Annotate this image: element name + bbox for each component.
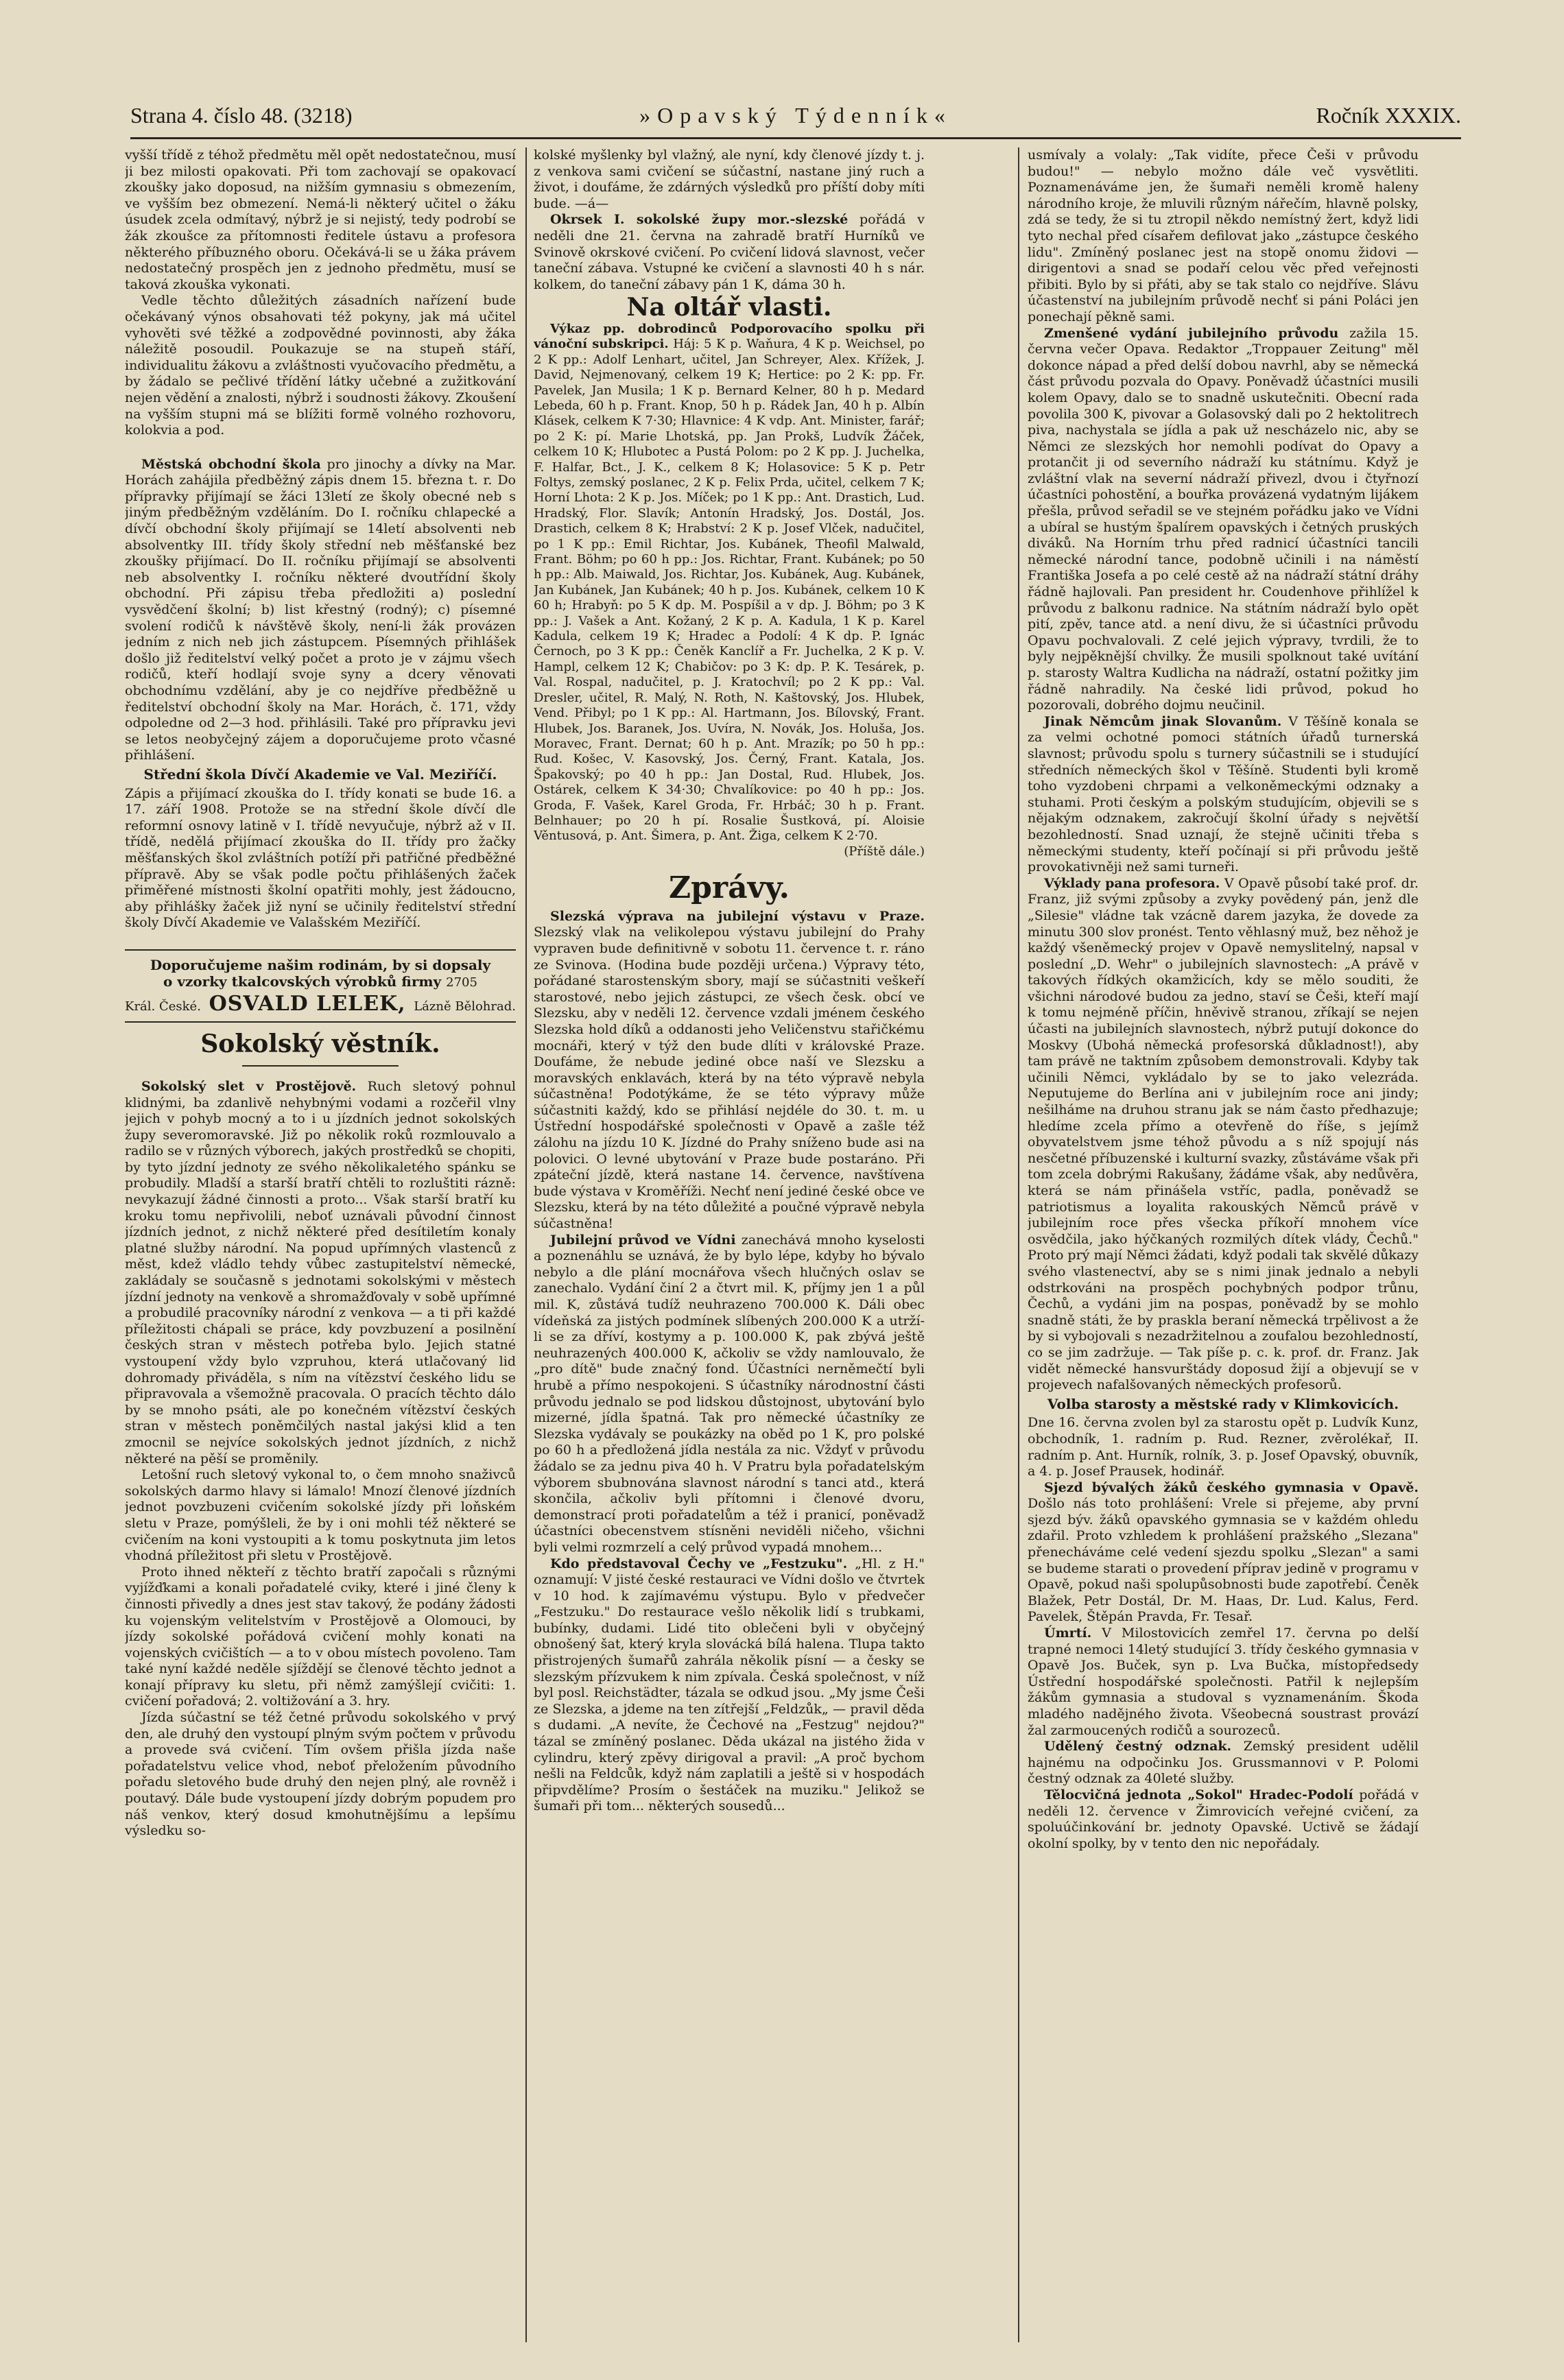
paragraph: vyšší třídě z téhož předmětu měl opět nedostatečnou, musí ji bez milosti opakovati. Při tom zachovají se opakovací zkoušky jako doposud, na nižším gymnasiu s obmezením, ve vyšším bez obmezení. Nemá-li některý učitel o žáku úsudek zcela odmítavý, nýbrž je si nejistý, tedy podrobí se žák zkoušce za přítomnosti ředitele ústavu a profesora některého příbuzného oboru. Očekává-li se u žáka právem nedostatečný prospěch jen z jednoho předmětu, musí se taková zkouška vykonati. xyxy=(125,147,516,292)
continued-note: (Příště dále.) xyxy=(844,844,925,859)
column-divider xyxy=(525,147,527,2342)
advertisement xyxy=(125,949,516,1023)
column-1 xyxy=(125,147,516,2342)
volume-number: Ročník XXXIX. xyxy=(1316,103,1461,128)
section-title: Zprávy. xyxy=(669,870,790,906)
ad-firm: Král. České. OSVALD LELEK, Lázně Bělohrad. xyxy=(125,991,516,1016)
article-okrsek: Okrsek I. sokolské župy mor.-slezské pořádá v neděli dne 21. června na zahradě bratří Hurníků ve Svinově okrskové cvičení. Po cvičení lidová slavnost, večer taneční zábava. Vstupné ke cvičení a slavnosti 40 h s nár. kolkem, do taneční zábavy pán 1 K, dáma 30 h. xyxy=(534,212,925,292)
article-jubilee-procession: Jubilejní průvod ve Vídni zanechává mnoho kyselosti a poznenáhlu se uznává, že by bylo lépe, kdyby ho bývalo nebylo a dle plání mocnářova všech hlučných oslav se zanechalo. Vydání činí 2 a čtvrt mil. K, příjmy jen 1 a půl mil. K, zůstává tudíž neuhrazeno 700.000 K. Dáli obec vídeňská za jistých podmínek slíbených 200.000 K a utrží-li se za dříví, kostymy a p. 100.000 K, pak zbývá ještě neuhrazených 400.000 K, ačkoliv se vždy namlouvalo, že „pro dítě" bude značný fond. Účastníci nerněmečtí byli hrubě a přímo nespokojeni. S účastníky národnostní části průvodu jednalo se pod lidskou důstojnost, ubytování bylo mizerné, jídla špatná. Tak pro německé účastníky ze Slezska vydávaly se poukázky na oběd po 1 K, pro polské po 60 h a předložená jídla nestála za nic. Vždyť v průvodu žádalo se za jednu piva 40 h. V Pratru byla pořadatelským výborem sbubnována slavnost národní s tanci atd., která skončila, ačkoliv byli přítomni i členové dvoru, demonstrací proti pořadatelům a též i pranicí, poněvadž účastníci obecenstvem stísněni neviděli ničeho, všichni byli velmi rozmrzelí a celý průvod vypadá mnohem... xyxy=(534,1232,925,1555)
article-honor-badge: Udělený čestný odznak. Zemský president udělil hajnému na odpočinku Jos. Grussmannovi v P. Polomi čestný odznak za 40leté služby. xyxy=(1028,1739,1419,1787)
column-divider xyxy=(1018,147,1019,2342)
article-sokol-slet: Sokolský slet v Prostějově. Ruch sletový pohnul klidnými, ba zdanlivě nehybnými vodami a rozčeřil vlny jejich v pohyb mocný a to i u jízdních jednot sokolských župy severomoravské. Již po několik roků rozmlouvalo a radilo se v různých výborech, jakých prostředků se chopiti, by tyto jízdní jednoty ze svého několikaletého spánku se probudily. Mladší a starší bratří chtěli to rozluštiti rázně: nevykazují žádné činnosti a proto... Však starší bratří ku kroku tomu nepřivolili, neboť uznávali původní činnost jízdních jednot, z nichž některé před desítiletím konaly platné služby národní. Na popud upřímných vlastenců z měst, kdež vládlo tehdy vůbec zastupitelství německé, zakládaly se současně s jednotami sokolskými v městech jízdní jednoty na venkově a shromažďovaly v sobě upřímné a probudilé pracovníky národní z venkova — a ti při každé příležitosti chápali se práce, kdy povzbuzení a posilnění českých stran v městech potřeba bylo. Jejich statné vystoupení vždy bylo vzpruhou, která utlačovaný lid dohromady přiváděla, s ním na vítězství českého lidu se připravovala a všemožně pracovala. O pracích těchto dálo by se mnoho psáti, ale po konečném vítězství českých stran v městech poněmčilých nastal jakýsi klid a ten zmocnil se nejvíce sokolských jednot jízdních, z nichž některé na pěší se proměnily. xyxy=(125,1078,516,1466)
paragraph: Jízda súčastní se též četné průvodu sokolského v prvý den, ale druhý den vystoupí plným svým počtem v průvodu a provede svá cvičení. Tím ovšem přišla jízda naše pořadatelstvu velice vhod, neboť přeložením původního pořadu sletového bude druhý den nejen plný, ale rovněž i poutavý. Dále bude vystoupení jízdy dobrým popudem pro náš venkov, který dosud kmohutnějšímu a lepšímu výsledku so- xyxy=(125,1710,516,1839)
page-number: Strana 4. číslo 48. (3218) xyxy=(130,103,353,128)
article-festzug: Kdo představoval Čechy ve „Festzuku". „Hl. z H." oznamují: V jisté české restauraci ve Vídni došlo ve čtvrtek v 10 hod. k zajímavému výstupu. Bylo v předvečer „Festzuku." Do restaurace vešlo několik lidí s trubkami, bubínky, dudami. Lidé tito oblečeni byli v obyčejný obnošený šat, který kryla slovácká bílá halena. Tlupa takto přistrojených šumařů zahrála několik písní — a česky se slezským přízvukem k nim zpívala. Česká společnost, v níž byl posl. Reichstädter, tázala se odkud jsou. „My jsme Češi ze Slezska, a jdeme na ten zítřejší „Feldzůk„ — pravil děda s dudami. „A nevíte, že Čechové na „Festzug" nejdou?" tázal se zmíněný poslanec. Děda ukázal na jistého žida v cylindru, který zpěvy dirigoval a pravil: „A proč bychom nešli na Feldcůk, když nám zaplatili a ještě si v hospodách připvdělíme? Prosím o šestáček na muziku." Jelikož se šumaři při tom... některých sousedů... xyxy=(534,1556,925,1814)
ad-firm-name: OSVALD LELEK, xyxy=(209,991,406,1016)
article-heading: Volba starosty a městské rady v Klimkovicích. xyxy=(1047,1395,1399,1412)
page-header xyxy=(130,96,1461,139)
ad-line: o vzorky tkalcovských výrobků firmy 2705 xyxy=(163,973,477,990)
divider xyxy=(242,1065,399,1067)
section-title: Sokolský věstník. xyxy=(200,1030,440,1059)
article-silesian-expedition: Slezská výprava na jubilejní výstavu v Praze. Slezský vlak na velikolepou výstavu jubilejní do Prahy vypraven bude definitivně v sobotu 11. července t. r. ráno ze Svinova. (Hodina bude později určena.) Výpravy této, pořádané starostenským sbory, mají se súčastniti veškeří starostové, nebo jejich zástupci, ze všech česk. obcí ve Slezsku, aby v neděli 12. července vzdali jménem českého Slezska hold díků a oddanosti jeho Veličenstvu stařičkému mocnáři, který v týž den bude dlíti v královské Praze. Doufáme, že nebude jediné obce naší ve Slezsku a moravských enklavách, která by na této výpravě nebyla súčastněna! Podotýkáme, že se této výpravy může súčastniti každý, kdo se přihlásí nejdéle do 30. t. m. u Ústřední hospodářské společnosti v Opavě a zašle též zálohu na jízdu 10 K. Jízdné do Prahy sníženo bude asi na polovici. O levné ubytování v Praze bude postaráno. Při zpáteční jízdě, která nastane 14. července, navštívena bude výstava v Kroměříži. Nechť není jediné české obce ve Slezsku, která by na této důležité a poučné výpravě nebyla súčastněna! xyxy=(534,908,925,1232)
article-heading: Střední škola Dívčí Akademie ve Val. Meziříčí. xyxy=(143,765,497,783)
article-sokol-hradec: Tělocvičná jednota „Sokol" Hradec-Podolí pořádá v neděli 12. července v Žimrovicích veřejné cvičení, za spoluúčinkování br. jednoty Opavské. Uctivě se žádají okolní spolky, by v tento den nic nepořádaly. xyxy=(1028,1787,1419,1851)
article-gymnasium-reunion: Sjezd bývalých žáků českého gymnasia v Opavě. Došlo nás toto prohlášení: Vrele si přejeme, aby první sjezd býv. žáků opavského gymnasia se v každém ohledu zdařil. Proto vzhledem k prohlášení pražského „Slezana" přenecháváme celé vedení sjezdu spolku „Slezan" a sami se budeme starati o provedení příprav jedině v programu v Opavě, pokud naši spolupůsobnosti bude zapotřebí. Čeněk Blažek, Petr Dostál, Dr. M. Haas, Dr. Lud. Kalus, Ferd. Pavelek, Štěpán Pravda, Fr. Tesař. xyxy=(1028,1479,1419,1625)
article-commercial-school: Městská obchodní škola pro jinochy a dívky na Mar. Horách zahájila předběžný zápis dnem 15. března t. r. Do přípravky přijímají se žáci 13letí ze školy obecné neb s jiným předběžným vzděláním. Do I. ročníku chlapecké a dívčí obchodní školy přijímají se 14letí absolventi neb absolventky III. třídy školy střední neb měšťanské bez zkoušky přijímací. Do II. ročníku přijímají se absolventi neb absolventky I. ročníku některé dvoutřídní školy obchodní. Při zápisu třeba předložiti a) poslední vysvědčení školní; b) list křestný (rodný); c) písemné svolení rodičů k návštěvě školy, není-li žák provázen jedním z nich neb jich zástupcem. Písemných přihlášek došlo již ředitelství velký počet a proto je v zájmu všech rodičů, kteří hodlají svoje syny a dcery věnovati obchodnímu vzdělání, aby je co nejdříve předběžně u ředitelství obchodní školy na Mar. Horách, č. 171, vždy odpoledne od 2—3 hod. přihlásili. Také pro přípravku jevi se letos neobyčejný zájem a doporučujeme proto včasné přihlášení. xyxy=(125,456,516,763)
paragraph: Vedle těchto důležitých zásadních nařízení bude očekávaný výnos obsahovati též pokyny, jak má učitel vyhověti své těžké a zodpovědné povinnosti, aby žáka náležitě posoudil. Poukazuje se na stupeň stáří, individualitu žákovu a zvláštnosti vyučovacího předmětu, a by žádalo se pečlivé třídění látky učebné a zužitkování nejen vědění a znalosti, nýbrž i soudnosti žákovy. Zkoušení na vyšším stupni má se blížiti formě volného rozhovoru, kolokvia a pod. xyxy=(125,293,516,438)
paragraph: kolské myšlenky byl vlažný, ale nyní, kdy členové jízdy t. j. z venkova sami cvičení se súčastní, nastane jiný ruch a život, i doufáme, že zdárných výsledků pro příští doby míti bude. —á— xyxy=(534,147,925,211)
article-reduced-procession: Zmenšené vydání jubilejního průvodu zažila 15. června večer Opava. Redaktor „Troppauer Zeitung" měl dokonce nápad a před delší dobou navrhl, aby se německá část průvodu pozvala do Opavy. Poněvadž účastníci musili kolem Opavy, dalo se to snadně uskutečniti. Obecní rada povolila 300 K, pivovar a Golasovský dali po 2 hektolitrech piva, nachystala se jídla a pak už nescházelo nic, aby se Němci ze slezských hor nemohli podívat do Opavy a protančit ji od severního nádraží ku státnímu. Když je zvláštní vlak na severní nádraží přivezl, dvou i čtyřnozí účastníci pohostění, a bouřka provázená vydatným lijákem přešla, průvod seřadil se ve stejném pořádku jako ve Vídni a ubíral se hustým špalírem opavských i četných pruských diváků. Na Horním trhu před radnicí účastníci tancili německé národní tance, podobně učinili i na náměstí Františka Josefa a po celé cestě až na nádraží státní dráhy řádně hajlovali. Pan president hr. Coudenhove přihlížel k průvodu z balkonu radnice. Na státním nádraží bylo opět pití, zpěv, tance atd. a není divu, že si účastníci průvodu Opavu pochvalovali. Z celé jejich výpravy, tvrdili, že to byly nejpěknější chvilky. Že musili spolknout také uvítání p. starosty Waltra Kudlicha na nádraží, ostatní požitky jim řádně nahradily. Na české lidi průvod, pokud ho pozorovali, dobrého dojmu neučinil. xyxy=(1028,325,1419,713)
section-title: Na oltář vlasti. xyxy=(626,293,832,322)
ad-line: Doporučujeme našim rodinám, by si dopsaly xyxy=(150,956,491,973)
article-obituary: Úmrtí. V Milostovicích zemřel 17. června po delší trapné nemoci 14letý studující 3. třídy českého gymnasia v Opavě Jos. Buček, syn p. Lva Bučka, místopředsedy Ústřední hospodářské společnosti. Patřil k nejlepším žákům gymnasia a studoval s vyznamenáním. Škoda mladého nadějného života. Všeobecná soustrast provází žal zarmoucených rodičů a sourozeců. xyxy=(1028,1626,1419,1738)
paragraph: Zápis a přijímací zkouška do I. třídy konati se bude 16. a 17. září 1908. Protože se na střední škole dívčí dle reformní osnovy latině v I. třídě nevyučuje, nýbrž až v II. třídě, nedělá přijímací zkouška do II. třídy pro žačky měšťanských škol zvláštních potíží při patřičné předběžné přípravě. Aby se však podle počtu přihlášených žaček přiměřené místnosti školní opatřiti mohly, jest žádoucno, aby přihlášky žaček již nyní se učinily ředitelství střední školy Dívčí Akademie ve Valašském Meziříčí. xyxy=(125,785,516,931)
masthead-title: »Opavský Týdenník« xyxy=(639,103,952,128)
article-germans-slavs: Jinak Němcům jinak Slovanům. V Těšíně konala se za velmi ochotné pomoci státních úřadů turnerská slavnost; průvodu spolu s turnery súčastnili se i studující středních německých škol v Těšíně. Studenti byli kromě toho vyzdobeni chrpami a velkoněmeckými odznaky a stuhami. Proti českým a polským studujícím, objevili se s nějakým odznakem, zakročují školní úřady s největší bezohledností. Snad uznají, že stejně učiniti třeba s německými studenty, kteří počínají si při průvodu ještě provokativněji než sami turneři. xyxy=(1028,713,1419,875)
article-professor: Výklady pana profesora. V Opavě působí také prof. dr. Franz, již svými způsoby a zvyky povědený pán, jenž dle „Silesie" vládne tak vzácně darem jazyka, že dovede za minutu 300 slov pronést. Tento věhlasný muž, bez něhož je každý všeněmecký projev v Opavě nemyslitelný, napsal v poslední „D. Wehr" o jubilejních slavnostech: „A právě v takových řídkých okamžicích, kdy se mělo souditi, že všichni národové budou za jedno, staví se Češi, kteří mají k tomu nejméně příčin, hněvivě stranou, zříkají se nejen účasti na jubilejních slavnostech, nýbrž putují dokonce do Moskvy (Ubohá německá profesorská důkladnost!), aby tam právě ne taktním způsobem demonstrovali. Kdyby tak učinili Němci, vykládalo by se to jako velezráda. Neputujeme do Berlína ani v jubilejním roce ani jindy; nešilháme na druhou stranu jak se nám často předhazuje; hledíme zcela přímo a otevřeně do říše, s jejímž obyvatelstvem jsme téhož původu a s níž spojují nás nesčetné příbuzenské i kulturní svazky, zůstáváme však při tom zcela dobrými Rakušany, žádáme však, aby nedůvěra, která se nám přinášela vstříc, padla, poněvadž se patriotismus a loyalita rakouských Němců právě v jubilejním roce přes všecka příkoří mnohem více osvědčila, jako hýčkaných rozmilých dítek vlády, Čechů." Proto prý mají Němci žádati, když podali tak skvělé důkazy svého vlastenectví, aby se s nimi jinak jednalo a nebyli odstrkováni na prospěch pochybných podpor trůnu, Čechů, a vydáni jim na pospas, poněvadž by se mohlo snadně státi, že by praskla beraní německá trpělivost a že by si vybojovali s nezadržitelnou a zoufalou bezohledností, co se jim zadržuje. — Tak píše p. c. k. prof. dr. Franz. Jak vidět německé hansvurštády doposud žijí a objevují se v projevech nafalšovaných německých profesorů. xyxy=(1028,875,1419,1393)
paragraph: usmívaly a volaly: „Tak vidíte, přece Češi v průvodu budou!" — nebylo možno dále več vysvětliti. Poznamenáváme jen, že šumaři neměli kromě haleny národního kroje, že mluvili různým nářečím, hlavně polsky, zdá se tedy, že si tu ztropil někdo nemístný žert, když lidi tyto nechal před císařem defilovat jako „zástupce českého lidu". Zmíněný poslanec jest na stopě onomu židovi — dirigentovi a snad se podaří celou věc před veřejnosti přibiti. Bylo by si přáti, aby se tak stalo co nejdříve. Slávu účastenství na jubilejním průvodě nechť si páni Poláci jen ponechají pěkně sami. xyxy=(1028,147,1419,324)
donor-list: Výkaz pp. dobrodinců Podporovacího spolku při vánoční subskripci. Háj: 5 K p. Waňura, 4 K p. Weichsel, po 2 K pp.: Adolf Lenhart, učitel, Jan Schreyer, Alex. Křížek, J. David, Nejmenovaný, celkem 19 K; Hertice: po 2 K: pp. Fr. Pavelek, Jan Musila; 1 K p. Bernard Kelner, 80 h p. Medard Lebeda, 60 h p. Frant. Knop, 50 h p. Rádek Jan, 40 h p. Albín Klásek, celkem K 7·30; Hlavnice: 4 K vdp. Ant. Minister, farář; po 2 K: pí. Marie Lhotská, pp. Jan Prokš, Ludvík Žáček, celkem 10 K; Hlubotec a Pustá Polom: po 2 K pp. J. Juchelka, F. Halfar, Bct., J. K., celkem 8 K; Holasovice: 5 K p. Petr Foltys, zemský poslanec, 2 K p. Felix Prda, učitel, celkem 7 K; Horní Lhota: 2 K p. Jos. Míček; po 1 K pp.: Ant. Drastich, Lud. Hradský, Flor. Slavík; Antonín Hradský, Jos. Dostál, Jos. Drastich, celkem 8 K; Hrabství: 2 K p. Josef Vlček, nadučitel, po 1 K pp.: Emil Richtar, Jos. Kubánek, Theofil Malwald, Frant. Böhm; po 60 h pp.: Jos. Richtar, Frant. Kubánek; po 50 h pp.: Alb. Maiwald, Jos. Richtar, Jos. Kubánek, Aug. Kubánek, Jan Kubánek, Jan Kubánek; 40 h p. Jos. Kubánek, celkem 10 K 60 h; Hrabyň: po 5 K dp. M. Pospíšil a v dp. J. Böhm; po 3 K pp.: J. Vašek a Ant. Kožaný, 2 K p. A. Kadula, 1 K p. Karel Kadula, celkem 19 K; Hradec a Podolí: 4 K dp. P. Ignác Černoch, po 3 K pp.: Čeněk Kanclíř a Fr. Juchelka, 2 K p. V. Hampl, celkem 12 K; Chabičov: po 3 K: dp. P. K. Tesárek, p. Val. Rospal, nadučitel, p. J. Kratochvíl; po 2 K pp.: Val. Dresler, učitel, R. Malý, N. Roth, N. Kaštovský, Jos. Hlubek, Vend. Přibyl; po 1 K pp.: Al. Hartmann, Jos. Bílovský, Frant. Hlubek, Jos. Baranek, Jos. Uvíra, N. Novák, Jos. Holuša, Jos. Moravec, Frant. Dernat; 60 h p. Ant. Mrazík; po 50 h pp.: Rud. Košec, V. Kasovský, Jos. Černý, Frant. Katala, Jos. Špakovský; po 40 h pp.: Jan Dostal, Rud. Hlubek, Jos. Ostárek, celkem K 34·30; Chvalíkovice: po 40 h pp.: Jos. Groda, F. Vašek, Karel Groda, Fr. Hrbáč; 30 h p. Frant. Belnhauer; po 20 h pí. Rosalie Šustková, pí. Aloisie Věntusová, p. Ant. Šimera, p. Ant. Žiga, celkem K 2·70. xyxy=(534,321,925,844)
paragraph: Proto ihned někteří z těchto bratří započali s různými vyjížďkami a konali pořadatelé cviky, které i jiné členy k činnosti přivedly a dnes jest stav takový, že podány žádosti ku vojenským velitelstvím v Prostějově a Olomouci, by jízdy sokolské pořádová cvičení mohly konati na vojenských cvičištích — a to v obou místech povoleno. Tam také nyní každé neděle sjíždějí se členové těchto jednot a konají přípravy ku sletu, při němž zamýšlejí cvičiti: 1. cvičení pořadová; 2. voltižování a 3. hry. xyxy=(125,1564,516,1709)
column-3 xyxy=(1028,147,1419,2342)
paragraph: Letošní ruch sletový vykonal to, o čem mnoho snaživců sokolských darmo hlavy si lámalo! Mnozí členové jízdních jednot povzbuzeni cvičením sokolské jízdy při loňském sletu v Praze, pomýšleli, že by i oni mohli též některé se cvičením na koni vystoupiti a k tomu poskytnuta jim letos vhodná příležitost při sletu v Prostějově. xyxy=(125,1467,516,1564)
paragraph: Dne 16. června zvolen byl za starostu opět p. Ludvík Kunz, obchodník, 1. radním p. Rud. Rezner, zvěrolékař, II. radním p. Ant. Hurník, rolník, 3. p. Josef Opavský, obuvník, a 4. p. Josef Prausek, hodinář. xyxy=(1028,1415,1419,1479)
column-2 xyxy=(534,147,925,2342)
